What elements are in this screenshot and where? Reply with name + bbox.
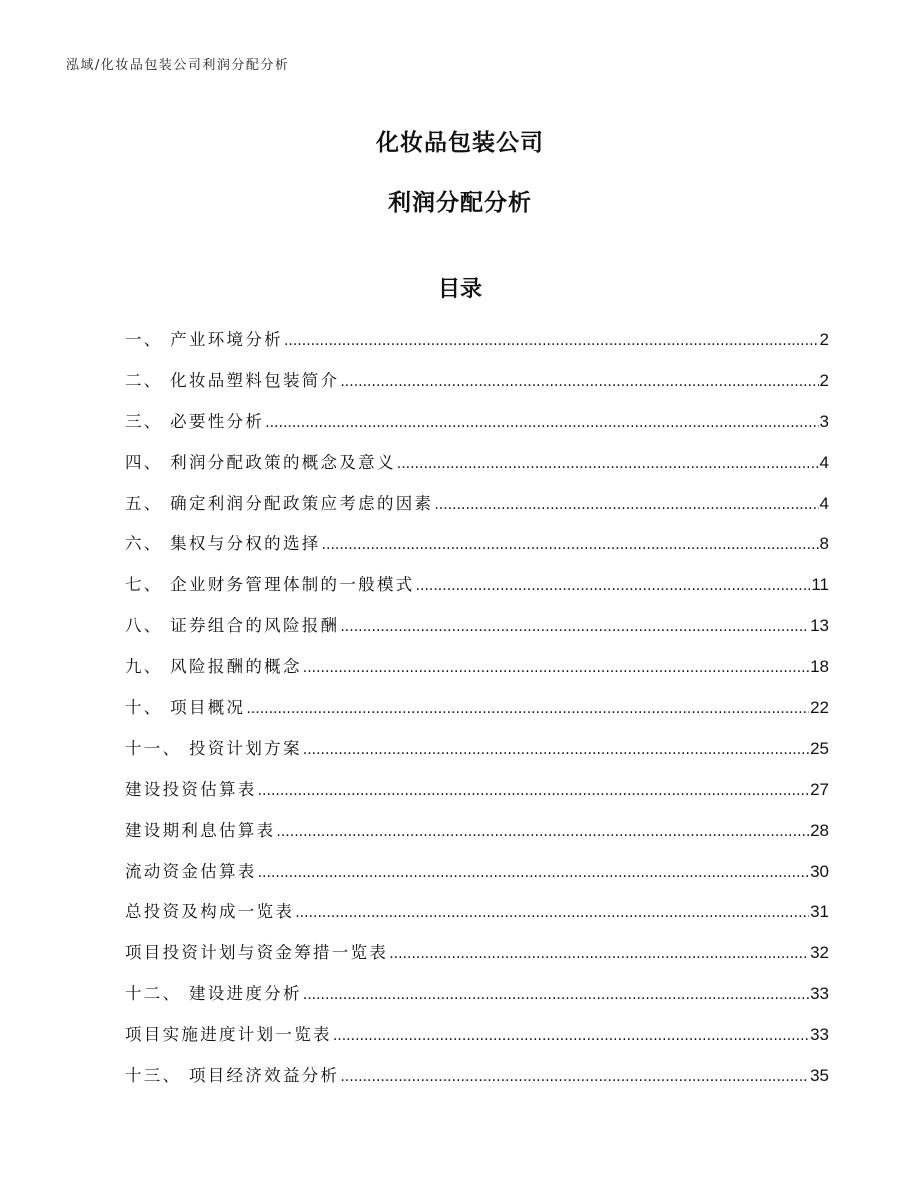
toc-entry-page: 18 — [810, 657, 829, 677]
toc-entry-page: 2 — [819, 370, 829, 390]
toc-entry-label: 项目投资计划与资金筹措一览表 — [125, 943, 389, 963]
toc-entry-label: 九、 风险报酬的概念 — [125, 657, 302, 677]
toc-entry-page: 33 — [810, 984, 829, 1004]
toc-entry-page: 27 — [810, 779, 829, 799]
toc-entry[interactable] — [125, 776, 829, 817]
toc-entry-label: 总投资及构成一览表 — [125, 902, 295, 922]
toc-entry-label: 流动资金估算表 — [125, 861, 257, 881]
toc-entry-page: 4 — [819, 493, 829, 513]
toc-entry-label: 项目实施进度计划一览表 — [125, 1025, 332, 1045]
toc-entry-page: 3 — [819, 411, 829, 431]
toc-entry-page: 11 — [811, 575, 829, 595]
dot-leader — [276, 824, 809, 840]
toc-entry[interactable] — [125, 367, 829, 408]
toc-heading: 目录 — [437, 277, 482, 302]
toc-entry[interactable] — [125, 530, 829, 571]
document-subtitle: 利润分配分析 — [388, 190, 532, 216]
toc-entry-label: 建设投资估算表 — [125, 779, 257, 799]
toc-entry-page: 4 — [819, 452, 829, 472]
toc-entry[interactable] — [125, 653, 829, 694]
toc-entry-page: 30 — [810, 861, 829, 881]
toc-entry-page: 28 — [810, 820, 829, 840]
toc-entry[interactable] — [125, 612, 829, 653]
dot-leader — [416, 578, 811, 594]
toc-entry[interactable] — [125, 408, 829, 449]
dot-leader — [434, 497, 818, 513]
toc-entry-page: 22 — [810, 698, 829, 718]
dot-leader — [303, 987, 809, 1003]
toc-entry-page: 8 — [819, 534, 829, 554]
toc-entry-page: 2 — [819, 330, 829, 349]
toc-entry[interactable] — [125, 858, 829, 899]
dot-leader — [389, 946, 809, 962]
toc-entry[interactable] — [125, 449, 829, 490]
dot-leader — [284, 333, 819, 349]
toc-entry-label: 一、 产业环境分析 — [125, 330, 283, 349]
toc-entry-label: 十三、 项目经济效益分析 — [125, 1066, 340, 1086]
dot-leader — [295, 905, 809, 921]
toc-entry[interactable] — [125, 571, 829, 612]
toc-entry[interactable] — [125, 817, 829, 858]
toc-entry-label: 五、 确定利润分配政策应考虑的因素 — [125, 493, 434, 513]
toc-entry-page: 32 — [810, 943, 829, 963]
dot-leader — [303, 660, 809, 676]
toc-entry-label: 建设期利息估算表 — [125, 820, 276, 840]
toc-entry[interactable] — [125, 490, 829, 531]
dot-leader — [340, 619, 809, 635]
toc-entry-page: 35 — [810, 1066, 829, 1086]
dot-leader — [340, 1069, 809, 1085]
dot-leader — [246, 701, 809, 717]
toc-entry-page: 25 — [810, 738, 829, 758]
toc-entry-label: 六、 集权与分权的选择 — [125, 534, 321, 554]
toc-entry-label: 十二、 建设进度分析 — [125, 984, 302, 1004]
toc-entry[interactable] — [125, 326, 829, 367]
toc-entry[interactable] — [125, 735, 829, 776]
toc-entry[interactable] — [125, 898, 829, 939]
dot-leader — [265, 415, 818, 431]
table-of-contents — [125, 326, 829, 1103]
toc-entry-label: 十一、 投资计划方案 — [125, 738, 302, 758]
dot-leader — [340, 374, 818, 390]
toc-entry-page: 13 — [810, 616, 829, 636]
dot-leader — [397, 456, 819, 472]
toc-entry-label: 三、 必要性分析 — [125, 411, 265, 431]
toc-entry-page: 31 — [810, 902, 829, 922]
toc-entry-label: 七、 企业财务管理体制的一般模式 — [125, 575, 415, 595]
toc-entry-page: 33 — [810, 1025, 829, 1045]
running-header: 泓域/化妆品包装公司利润分配分析 — [66, 58, 290, 73]
toc-entry-label: 八、 证券组合的风险报酬 — [125, 616, 340, 636]
toc-entry-label: 四、 利润分配政策的概念及意义 — [125, 452, 396, 472]
toc-entry[interactable] — [125, 980, 829, 1021]
dot-leader — [258, 865, 809, 881]
dot-leader — [258, 783, 809, 799]
dot-leader — [322, 537, 819, 553]
toc-entry[interactable] — [125, 1062, 829, 1103]
toc-entry-label: 二、 化妆品塑料包装简介 — [125, 370, 340, 390]
toc-entry[interactable] — [125, 1021, 829, 1062]
toc-entry[interactable] — [125, 939, 829, 980]
toc-entry-label: 十、 项目概况 — [125, 698, 246, 718]
dot-leader — [333, 1028, 809, 1044]
dot-leader — [303, 742, 809, 758]
toc-entry[interactable] — [125, 694, 829, 735]
document-title: 化妆品包装公司 — [376, 130, 544, 156]
